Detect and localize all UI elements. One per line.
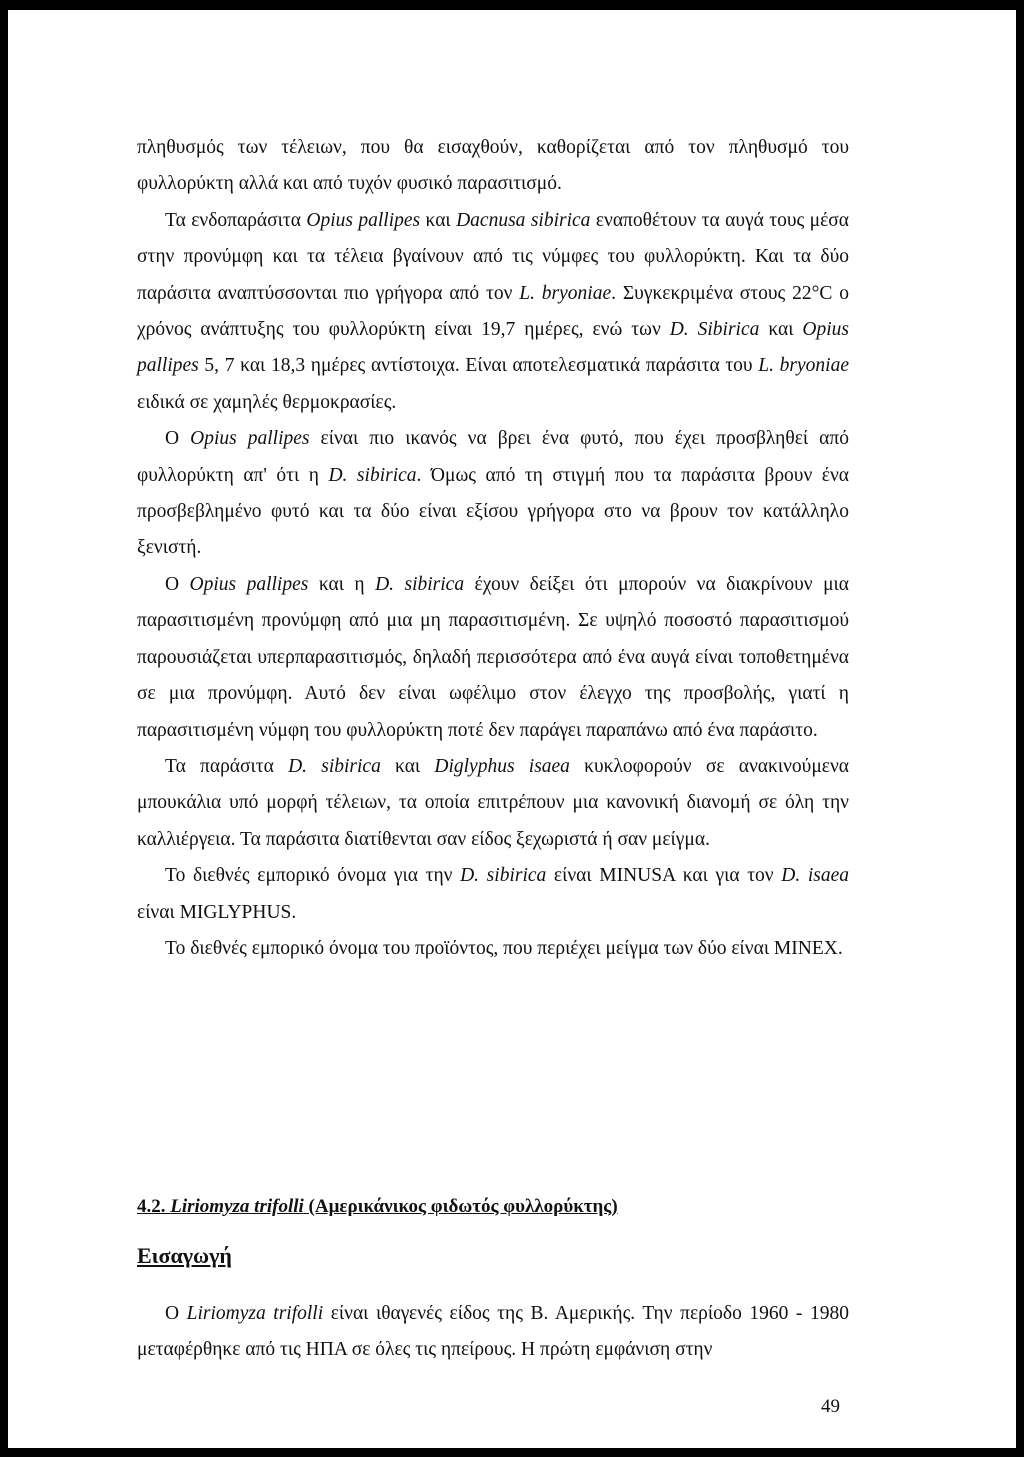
text-run: είναι πιο ικανός να βρει ένα φυτό, που έχει προσβληθεί από φυλλορύκτη απ' ότι η	[137, 428, 849, 486]
italic-term: Opius pallipes	[189, 573, 309, 595]
text-run: 5, 7 και 18,3 ημέρες αντίστοιχα. Είναι αποτελεσματικά παράσιτα του	[198, 355, 759, 377]
italic-term: Opius pallipes	[306, 209, 421, 231]
text-run: Το διεθνές εμπορικό όνομα του προϊόντος, που περιέχει μείγμα των δύο είναι MINEX.	[165, 937, 843, 959]
section-heading	[137, 1192, 618, 1222]
text-run: Ο	[165, 428, 191, 450]
section-common-name: (Αμερικάνικος φιδωτός φυλλορύκτης)	[308, 1196, 618, 1217]
paragraph	[137, 203, 849, 421]
italic-term: Liriomyza trifolli	[186, 1303, 324, 1324]
text-run: είναι ιθαγενές είδος της Β. Αμερικής. Την περίοδο 1960 - 1980 μεταφέρθηκε από τις ΗΠΑ σε όλες τις ηπείρους. Η πρώτη εμφάνιση στην	[137, 1303, 849, 1360]
text-run: έχουν δείξει ότι μπορούν να διακρίνουν μια παρασιτισμένη προνύμφη από μια μη παρασιτισμένη. Σε υψηλό ποσοστό παρασιτισμού παρουσιάζεται υπερπαρασιτισμός, δηλαδή περισσότερα από ένα αυγά είναι τοποθετημένα σε μια προνύμφη. Αυτό δεν είναι ωφέλιμο στον έλεγχο της προσβολής, γιατί η παρασιτισμένη νύμφη του φυλλορύκτη ποτέ δεν παράγει παραπάνω από ένα παράσιτο.	[137, 573, 849, 741]
intro-heading: Εισαγωγή	[137, 1243, 232, 1268]
text-run: . Όμως από τη στιγμή που τα παράσιτα βρουν ένα προσβεβλημένο φυτό και τα δύο είναι εξίσου γρήγορα στο να βρουν τον κατάλληλο ξενιστή.	[137, 464, 850, 559]
italic-term: Dacnusa sibirica	[456, 209, 591, 231]
text-run: Τα παράσιτα	[165, 755, 289, 777]
text-run: ειδικά σε χαμηλές θερμοκρασίες.	[137, 391, 397, 413]
italic-term: Diglyphus isaea	[434, 755, 570, 777]
italic-term: D. sibirica	[460, 865, 547, 887]
text-run: Ο	[165, 1303, 187, 1324]
section-number: 4.2.	[137, 1196, 166, 1217]
paragraph	[137, 130, 849, 203]
italic-term: D. Sibirica	[669, 319, 760, 341]
text-run: εναποθέτουν τα αυγά τους μέσα στην προνύμφη και τα τέλεια βγαίνουν από τις νύμφες του φυλλορύκτη. Και τα δύο παράσιτα αναπτύσσονται πιο γρήγορα από τον	[137, 209, 849, 304]
text-run: είναι MINUSA και για τον	[546, 865, 782, 887]
paragraph	[137, 858, 849, 931]
text-run: Ο	[165, 573, 190, 595]
italic-term: D. sibirica	[328, 464, 417, 486]
paragraph	[137, 567, 849, 749]
text-run: και	[380, 755, 435, 777]
italic-term: Opius pallipes	[190, 428, 310, 450]
body-text	[137, 130, 849, 967]
intro-paragraph	[137, 1296, 849, 1368]
italic-term: D. isaea	[781, 865, 850, 887]
text-run: . Συγκεκριμένα στους 22°C ο χρόνος ανάπτυξης του φυλλορύκτη είναι 19,7 ημέρες, ενώ των	[137, 282, 849, 341]
paragraph	[137, 421, 849, 567]
text-run: και	[420, 209, 457, 231]
section-species: Liriomyza trifolli	[170, 1196, 304, 1217]
text-run: Τα ενδοπαράσιτα	[165, 209, 307, 231]
text-run: και η	[308, 573, 376, 595]
text-run: πληθυσμός των τέλειων, που θα εισαχθούν, καθορίζεται από τον πληθυσμό του φυλλορύκτη αλλά και από τυχόν φυσικό παρασιτισμό.	[137, 137, 849, 195]
paragraph	[137, 931, 849, 967]
text-run: κυκλοφορούν σε ανακινούμενα μπουκάλια υπό μορφή τέλειων, τα οποία επιτρέπουν μια κανονική διανομή σε όλη την καλλιέργεια. Τα παράσιτα διατίθενται σαν είδος ξεχωριστά ή σαν μείγμα.	[137, 755, 849, 850]
text-run: και	[759, 319, 803, 341]
text-run: Το διεθνές εμπορικό όνομα για την	[165, 865, 461, 887]
italic-term: D. sibirica	[375, 573, 465, 595]
page-number: 49	[821, 1396, 840, 1417]
italic-term: L. bryoniae	[758, 355, 849, 377]
italic-term: Opius pallipes	[137, 319, 849, 377]
italic-term: L. bryoniae	[519, 282, 612, 304]
italic-term: D. sibirica	[288, 755, 381, 777]
text-run: είναι MIGLYPHUS.	[137, 901, 297, 923]
document-page	[8, 10, 1016, 1448]
paragraph	[137, 749, 849, 858]
